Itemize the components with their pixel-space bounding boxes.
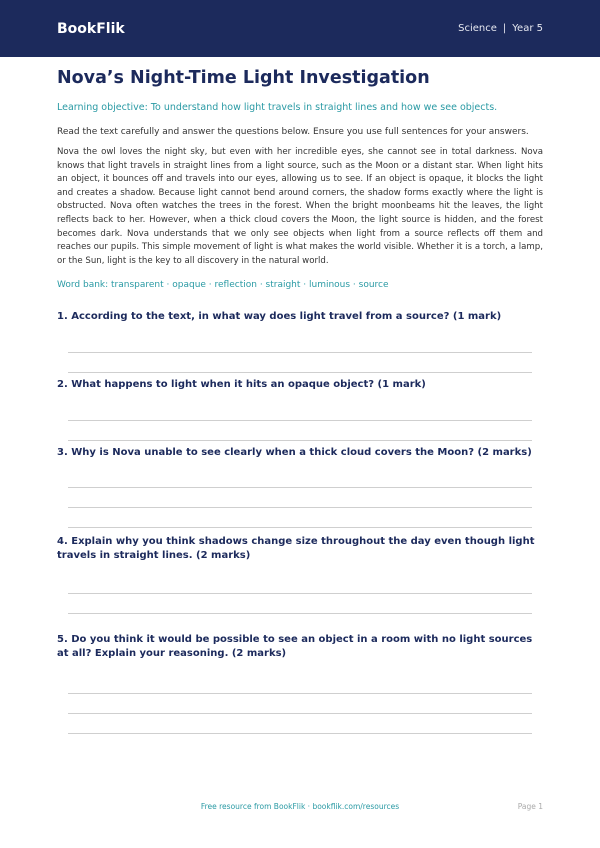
instructions: Read the text carefully and answer the questions below. Ensure you use full sentences for your answers. (57, 127, 529, 137)
learning-objective: Learning objective: To understand how light travels in straight lines and how we see objects. (57, 102, 498, 113)
page-number: Page 1 (517, 802, 543, 811)
question-block-3 (57, 446, 543, 535)
answer-line[interactable] (68, 733, 532, 734)
answer-line[interactable] (68, 352, 532, 353)
worksheet-body (0, 67, 600, 741)
footer-credit-link[interactable]: Free resource from BookFlik · bookflik.com/resources (200, 802, 400, 811)
answer-line[interactable] (68, 440, 532, 441)
word-bank: Word bank: transparent · opaque · reflection · straight · luminous · source (57, 280, 389, 291)
meta-separator: | (502, 23, 507, 34)
question-block-5 (57, 633, 543, 741)
question-5: 5. Do you think it would be possible to see an object in a room with no light sources at all? Explain your reasoning. (2 marks) (57, 634, 533, 660)
reading-passage: Nova the owl loves the night sky, but even with her incredible eyes, she cannot see in total darkness. Nova knows that light travels in straight lines from a light source, such as the Moon or a distant star. When light hits an object, it bounces off and travels into our eyes, allowing us to see. If an object is opaque, it blocks the light and creates a shadow. Because light cannot bend around corners, the shadow forms exactly where the light is obstructed. Nova often watches the trees in the forest. When the bright moonbeams hit the leaves, the light reflects back to her. However, when a thick cloud covers the Moon, the light source is hidden, and the forest becomes dark. Nova understands that we only see objects when light from a source reflects off them and reaches our pupils. This simple movement of light is what makes the world visible. Whether it is a torch, a lamp, or the Sun, light is the key to all discovery in the natural world. (57, 147, 543, 266)
question-block-4 (57, 535, 543, 633)
brand-logo: BookFlik (57, 20, 125, 37)
question-block-2 (57, 378, 543, 446)
answer-lines-3 (57, 460, 543, 535)
answer-line[interactable] (68, 593, 532, 594)
answer-lines-2 (57, 392, 543, 446)
answer-line[interactable] (68, 693, 532, 694)
answer-line[interactable] (68, 372, 532, 373)
question-block-1 (57, 310, 543, 378)
year-label: Year 5 (512, 23, 543, 34)
answer-lines-1 (57, 324, 543, 378)
answer-line[interactable] (68, 613, 532, 614)
question-4: 4. Explain why you think shadows change size throughout the day even though light travels in straight lines. (2 marks) (57, 536, 535, 562)
question-3: 3. Why is Nova unable to see clearly when a thick cloud covers the Moon? (2 marks) (57, 447, 532, 459)
answer-line[interactable] (68, 713, 532, 714)
answer-line[interactable] (68, 487, 532, 488)
answer-lines-5 (57, 661, 543, 741)
page-title: Nova’s Night-Time Light Investigation (57, 68, 430, 88)
question-1: 1. According to the text, in what way does light travel from a source? (1 mark) (57, 311, 502, 323)
answer-line[interactable] (68, 527, 532, 528)
answer-line[interactable] (68, 507, 532, 508)
question-2: 2. What happens to light when it hits an opaque object? (1 mark) (57, 379, 426, 391)
page-footer (0, 802, 600, 816)
subject-year (458, 23, 543, 34)
subject-label: Science (458, 23, 497, 34)
header-bar (0, 0, 600, 57)
answer-line[interactable] (68, 420, 532, 421)
answer-lines-4 (57, 563, 543, 633)
